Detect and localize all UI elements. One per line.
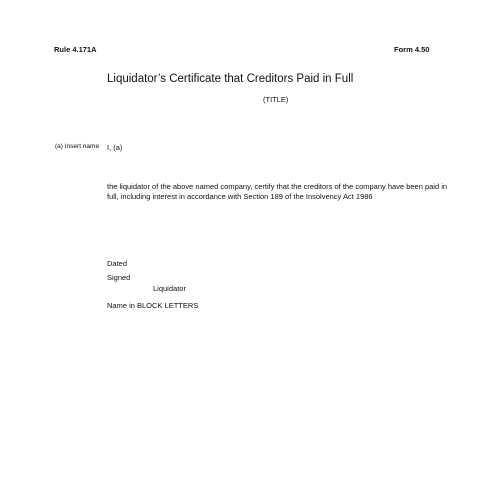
- rule-reference: Rule 4.171A: [54, 45, 97, 54]
- document-subtitle: (TITLE): [263, 95, 289, 104]
- signed-field-label: Signed: [107, 273, 131, 282]
- document-title: Liquidator’s Certificate that Creditors Paid in Full: [107, 73, 354, 85]
- intro-line: I, (a): [107, 143, 123, 152]
- dated-field-label: Dated: [107, 259, 128, 268]
- margin-note: (a) Insert name: [55, 143, 100, 150]
- form-number: Form 4.50: [394, 45, 430, 54]
- signer-role-label: Liquidator: [153, 284, 186, 293]
- name-field-label: Name in BLOCK LETTERS: [107, 301, 199, 310]
- certification-paragraph: the liquidator of the above named company, certify that the creditors of the company have been paid in full, including interest in accordance with Section 189 of the Insolvency Act 1986: [107, 182, 448, 201]
